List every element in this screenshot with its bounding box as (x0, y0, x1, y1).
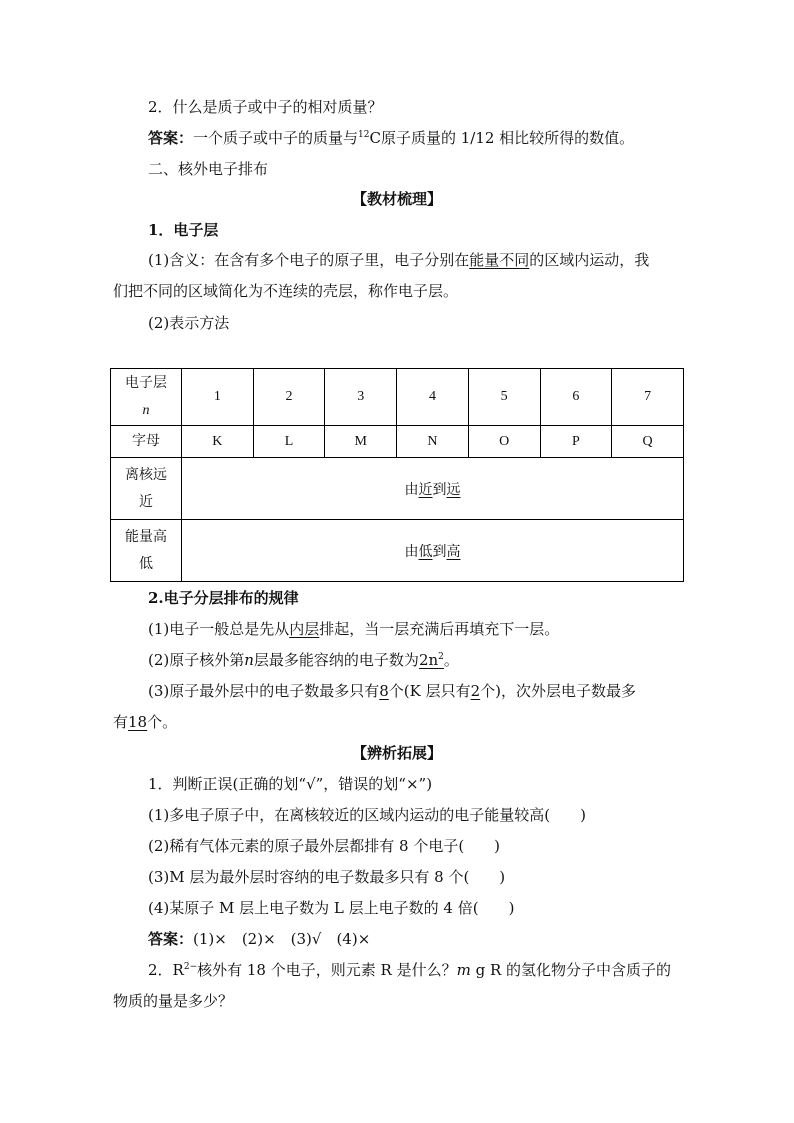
shell-letter: P (540, 426, 612, 458)
table-row-shell (111, 369, 684, 426)
analysis-heading: 【辨析拓展】 (351, 744, 442, 762)
judge-question: 1．判断正误(正确的划“√”，错误的划“×”) (148, 775, 433, 793)
rule-3-c: 个)，次外层电子数最多 (480, 682, 637, 700)
header-shell-line1: 电子层 (125, 375, 167, 391)
shell-letter: M (325, 426, 397, 458)
answer-label: 答案： (148, 129, 194, 147)
energy-value (182, 520, 684, 582)
rule-2-n: n (244, 651, 254, 669)
energy-high: 高 (446, 543, 461, 560)
shell-number: 2 (253, 369, 325, 426)
question-r-b: 核外有 18 个电子，则元素 R 是什么？ (197, 961, 457, 979)
header-letter: 字母 (111, 426, 182, 458)
rule-3-u1: 8 (379, 682, 389, 700)
answer-text-a: 一个质子或中子的质量与 (193, 129, 359, 147)
rule-1-a: (1)电子一般总是先从 (148, 620, 290, 638)
statement-3: (3)M 层为最外层时容纳的电子数最多只有 8 个( ) (148, 868, 506, 886)
question-r-line2: 物质的量是多少？ (113, 992, 234, 1010)
shell-letter: L (253, 426, 325, 458)
shell-number: 6 (540, 369, 612, 426)
statement-1: (1)多电子原子中，在离核较近的区域内运动的电子能量较高( ) (148, 806, 586, 824)
section-title: 二、核外电子排布 (148, 160, 269, 178)
rule-3-line2 (113, 712, 177, 732)
energy-low: 低 (418, 543, 433, 560)
statement-2: (2)稀有气体元素的原子最外层都排有 8 个电子( ) (148, 837, 501, 855)
answer-sup: 12 (358, 130, 370, 140)
definition-line-2: 们把不同的区域简化为不连续的壳层，称作电子层。 (113, 282, 459, 300)
electron-shell-heading: 1．电子层 (148, 221, 219, 239)
header-distance (111, 458, 182, 520)
distance-far: 远 (446, 481, 461, 498)
rules-heading: 2.电子分层排布的规律 (148, 589, 299, 607)
table-row-energy (111, 520, 684, 582)
header-shell (111, 369, 182, 426)
rule-3-a: (3)原子最外层中的电子数最多只有 (148, 682, 380, 700)
energy-pre: 由 (404, 543, 419, 560)
question-r-sup: 2− (183, 962, 198, 972)
distance-mid: 到 (432, 481, 447, 498)
header-distance-line2: 近 (139, 493, 153, 510)
header-shell-line2: n (142, 403, 150, 418)
header-energy-line1: 能量高 (125, 528, 167, 545)
rule-3-u2: 2 (470, 682, 481, 700)
textbook-summary-heading: 【教材梳理】 (351, 190, 442, 208)
rule-2-sup: 2 (438, 652, 444, 662)
shell-letter: O (468, 426, 540, 458)
distance-near: 近 (418, 481, 433, 498)
energy-mid: 到 (432, 543, 447, 560)
question-r-m: m (456, 961, 471, 979)
electron-shell-table (110, 368, 684, 582)
table-row-letter (111, 426, 684, 458)
rule-3-b: 个(K 层只有 (388, 682, 471, 700)
rule-1-underlined: 内层 (289, 620, 320, 638)
rule-2-c: 。 (443, 651, 459, 669)
rule-2-underlined (419, 651, 444, 669)
shell-letter: K (182, 426, 254, 458)
shell-number: 4 (397, 369, 469, 426)
shell-letter: N (397, 426, 469, 458)
definition-line-1 (148, 250, 649, 270)
shell-letter: Q (612, 426, 684, 458)
table-row-distance (111, 458, 684, 520)
rule-1 (148, 619, 559, 639)
definition-text-b: 的区域内运动，我 (529, 251, 650, 269)
rule-2-a: (2)原子核外第 (148, 651, 245, 669)
question-r-a: 2．R (148, 961, 184, 979)
question-r-c: g R 的氢化物分子中含质子的 (470, 961, 672, 979)
analysis-answer-text: (1)× (2)× (3)√ (4)× (193, 930, 371, 948)
question-r-line1 (148, 960, 671, 980)
distance-pre: 由 (404, 481, 419, 498)
shell-number: 7 (612, 369, 684, 426)
analysis-answer (148, 929, 370, 949)
shell-number: 1 (182, 369, 254, 426)
analysis-answer-label: 答案： (148, 930, 194, 948)
rule-2 (148, 650, 459, 670)
statement-4: (4)某原子 M 层上电子数为 L 层上电子数的 4 倍( ) (148, 899, 515, 917)
header-energy (111, 520, 182, 582)
answer-text-b: C原子质量的 1/12 相比较所得的数值。 (369, 129, 635, 147)
rule-3-d: 有 (113, 713, 129, 731)
rule-3-e: 个。 (147, 713, 178, 731)
shell-number: 5 (468, 369, 540, 426)
representation-heading: (2)表示方法 (148, 314, 230, 332)
header-energy-line2: 低 (139, 555, 153, 572)
header-distance-line1: 离核远 (125, 466, 167, 483)
rule-3-line1 (148, 681, 636, 701)
rule-3-u3: 18 (128, 713, 148, 731)
definition-underlined: 能量不同 (469, 251, 530, 269)
rule-2-formula: 2n (418, 651, 439, 669)
rule-2-b: 层最多能容纳的电子数为 (253, 651, 419, 669)
question-2-text: 2．什么是质子或中子的相对质量？ (148, 98, 383, 116)
answer-line (148, 128, 634, 148)
definition-text-a: (1)含义：在含有多个电子的原子里，电子分别在 (148, 251, 470, 269)
distance-value (182, 458, 684, 520)
rule-1-b: 排起，当一层充满后再填充下一层。 (319, 620, 560, 638)
shell-number: 3 (325, 369, 397, 426)
